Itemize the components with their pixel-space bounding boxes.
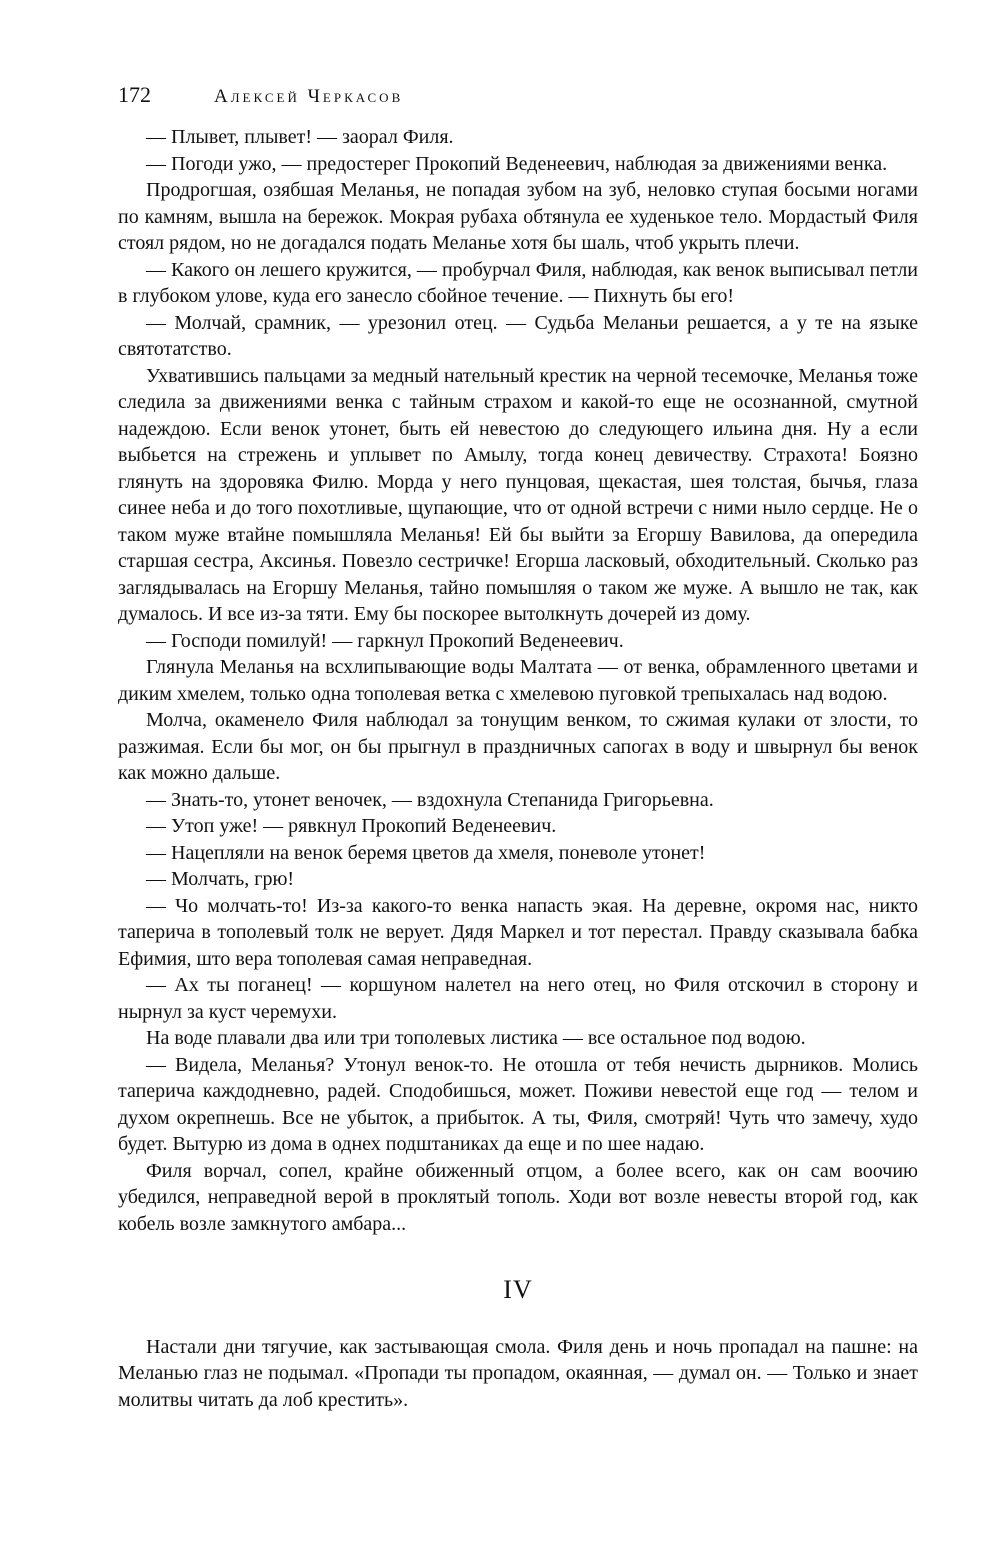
paragraph: Ухватившись пальцами за медный нательный крестик на черной тесемочке, Меланья тоже следила за движениями венка с тайным страхом и какой-то еще не осознанной, смутной надеждою. Если венок утонет, быть ей невестою до следующего ильина дня. Ну а если выбьется на стрежень и уплывет по Амылу, тогда конец девичеству. Страхота! Боязно глянуть на здоровяка Филю. Морда у него пунцовая, щекастая, шея толстая, бычья, глаза синее неба и до того похотливые, щупающие, что от одной встречи с ними ныло сердце. Не о таком муже втайне помышляла Меланья! Ей бы выйти за Егоршу Вавилова, да опередила старшая сестра, Аксинья. Повезло сестричке! Егорша ласковый, обходительный. Сколько раз заглядывалась на Егоршу Меланья, тайно помышляя о таком же муже. А вышло не так, как думалось. И все из-за тяти. Ему бы поскорее вытолкнуть дочерей из дому. bbox=[118, 364, 918, 625]
paragraph: Филя ворчал, сопел, крайне обиженный отцом, а более всего, как он сам воочию убедился, неправедной верой в проклятый тополь. Ходи вот возле невесты второй год, как кобель возле замкнутого амбара... bbox=[118, 1159, 918, 1235]
page-number: 172 bbox=[118, 82, 151, 107]
running-title: Алексей Черкасов bbox=[214, 86, 404, 107]
book-page bbox=[118, 82, 918, 1413]
paragraph: — Чо молчать-то! Из-за какого-то венка напасть экая. На деревне, окромя нас, никто таперича в тополевый толк не верует. Дядя Маркел и тот перестал. Правду сказывала бабка Ефимия, што вера тополевая самая неправедная. bbox=[118, 894, 918, 970]
running-head bbox=[118, 82, 918, 116]
paragraph: — Молчай, срамник, — урезонил отец. — Судьба Меланьи решается, а у те на языке святотатство. bbox=[118, 311, 918, 360]
paragraph: — Плывет, плывет! — заорал Филя. bbox=[146, 126, 454, 148]
paragraph: — Видела, Меланья? Утонул венок-то. Не отошла от тебя нечисть дырников. Молись таперича каждодневно, радей. Сподобишься, может. Поживи невестой еще год — телом и духом окрепнешь. Все не убыток, а прибыток. А ты, Филя, смотряй! Чуть что замечу, худо будет. Вытурю из дома в однех подштаниках да еще и по шее надаю. bbox=[118, 1053, 918, 1155]
paragraph: — Господи помилуй! — гаркнул Прокопий Веденеевич. bbox=[146, 629, 624, 652]
paragraph: — Погоди ужо, — предостерег Прокопий Веденеевич, наблюдая за движениями венка. bbox=[146, 152, 888, 175]
section-heading: IV bbox=[503, 1275, 533, 1304]
paragraph: Настали дни тягучие, как застывающая смола. Филя день и ночь пропадал на пашне: на Меланью глаз не подымал. «Пропади ты пропадом, окаянная, — думал он. — Только и знает молитвы читать да лоб крестить». bbox=[118, 1335, 918, 1411]
paragraph: — Нацепляли на венок беремя цветов да хмеля, поневоле утонет! bbox=[146, 841, 706, 864]
paragraph: — Ах ты поганец! — коршуном налетел на него отец, но Филя отскочил в сторону и нырнул за куст черемухи. bbox=[118, 974, 918, 1023]
paragraph: На воде плавали два или три тополевых листика — все остальное под водою. bbox=[146, 1027, 806, 1049]
paragraph: Продрогшая, озябшая Меланья, не попадая зубом на зуб, неловко ступая босыми ногами по камням, вышла на бережок. Мокрая рубаха обтянула ее худенькое тело. Мордастый Филя стоял рядом, но не догадался подать Меланье хотя бы шаль, чтоб укрыть плечи. bbox=[118, 179, 918, 254]
paragraph: — Знать-то, утонет веночек, — вздохнула Степанида Григорьевна. bbox=[146, 788, 714, 811]
paragraph: — Какого он лешего кружится, — пробурчал Филя, наблюдая, как венок выписывал петли в глубоком улове, куда его занесло сбойное течение. — Пихнуть бы его! bbox=[118, 258, 918, 307]
paragraph: Молча, окаменело Филя наблюдал за тонущим венком, то сжимая кулаки от злости, то разжимая. Если бы мог, он бы прыгнул в праздничных сапогах в воду и швырнул бы венок как можно дальше. bbox=[118, 709, 918, 784]
body-text bbox=[118, 124, 918, 1413]
paragraph: — Молчать, грю! bbox=[146, 868, 295, 890]
paragraph: Глянула Меланья на всхлипывающие воды Малтата — от венка, обрамленного цветами и диким хмелем, только одна тополевая ветка с хмелевою пуговкой трепыхалась над водою. bbox=[118, 656, 918, 705]
paragraph: — Утоп уже! — рявкнул Прокопий Веденеевич. bbox=[146, 815, 557, 837]
